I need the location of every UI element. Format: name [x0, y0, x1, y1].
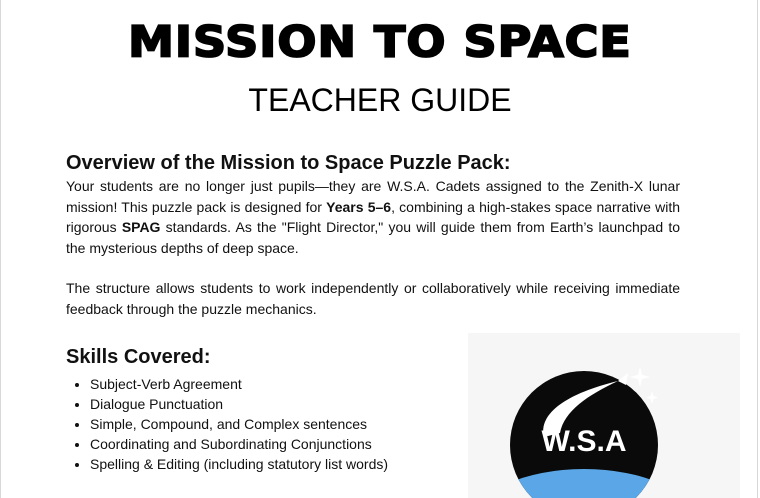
overview-spag-highlight: SPAG [121, 219, 161, 235]
skills-list-item: • Subject-Verb Agreement [90, 374, 470, 394]
skills-heading: Skills Covered: [66, 346, 211, 368]
overview-text-e: standards. As the "Flight Director," you will guide them from Earth’s launchpad to the mysterious depths of deep space. [66, 219, 681, 256]
page-title: MISSION TO SPACE [128, 17, 632, 67]
overview-section [66, 150, 680, 319]
overview-heading: Overview of the Mission to Space Puzzle Pack: [66, 152, 511, 174]
skills-list-item: • Spelling & Editing (including statutory list words) [90, 454, 470, 474]
wsa-logo-panel [468, 333, 740, 498]
wsa-logo [468, 333, 740, 498]
skills-list-item: • Coordinating and Subordinating Conjunctions [90, 434, 470, 454]
star-icon [646, 391, 658, 404]
overview-paragraph-1 [66, 176, 680, 258]
skills-list-item: • Dialogue Punctuation [90, 394, 470, 414]
skills-list [66, 374, 470, 474]
earth-horizon-shape [474, 469, 694, 498]
star-icon [630, 367, 650, 387]
overview-paragraph-2: The structure allows students to work independently or collaboratively while receiving immediate feedback through the puzzle mechanics. [66, 280, 680, 317]
overview-years-highlight: Years 5–6 [326, 198, 392, 215]
skills-list-item: • Simple, Compound, and Complex sentences [90, 414, 470, 434]
logo-wordmark: W.S.A [541, 425, 627, 458]
overview-text-c: , combining a high-stakes space narrative with rigorous [66, 198, 680, 235]
page-subtitle: TEACHER GUIDE [248, 82, 512, 118]
overview-text-a: Your students are no longer just pupils—they are W.S.A. Cadets assigned to the Zenith-X lunar mission! This puzzle pack is designed for [66, 178, 680, 215]
